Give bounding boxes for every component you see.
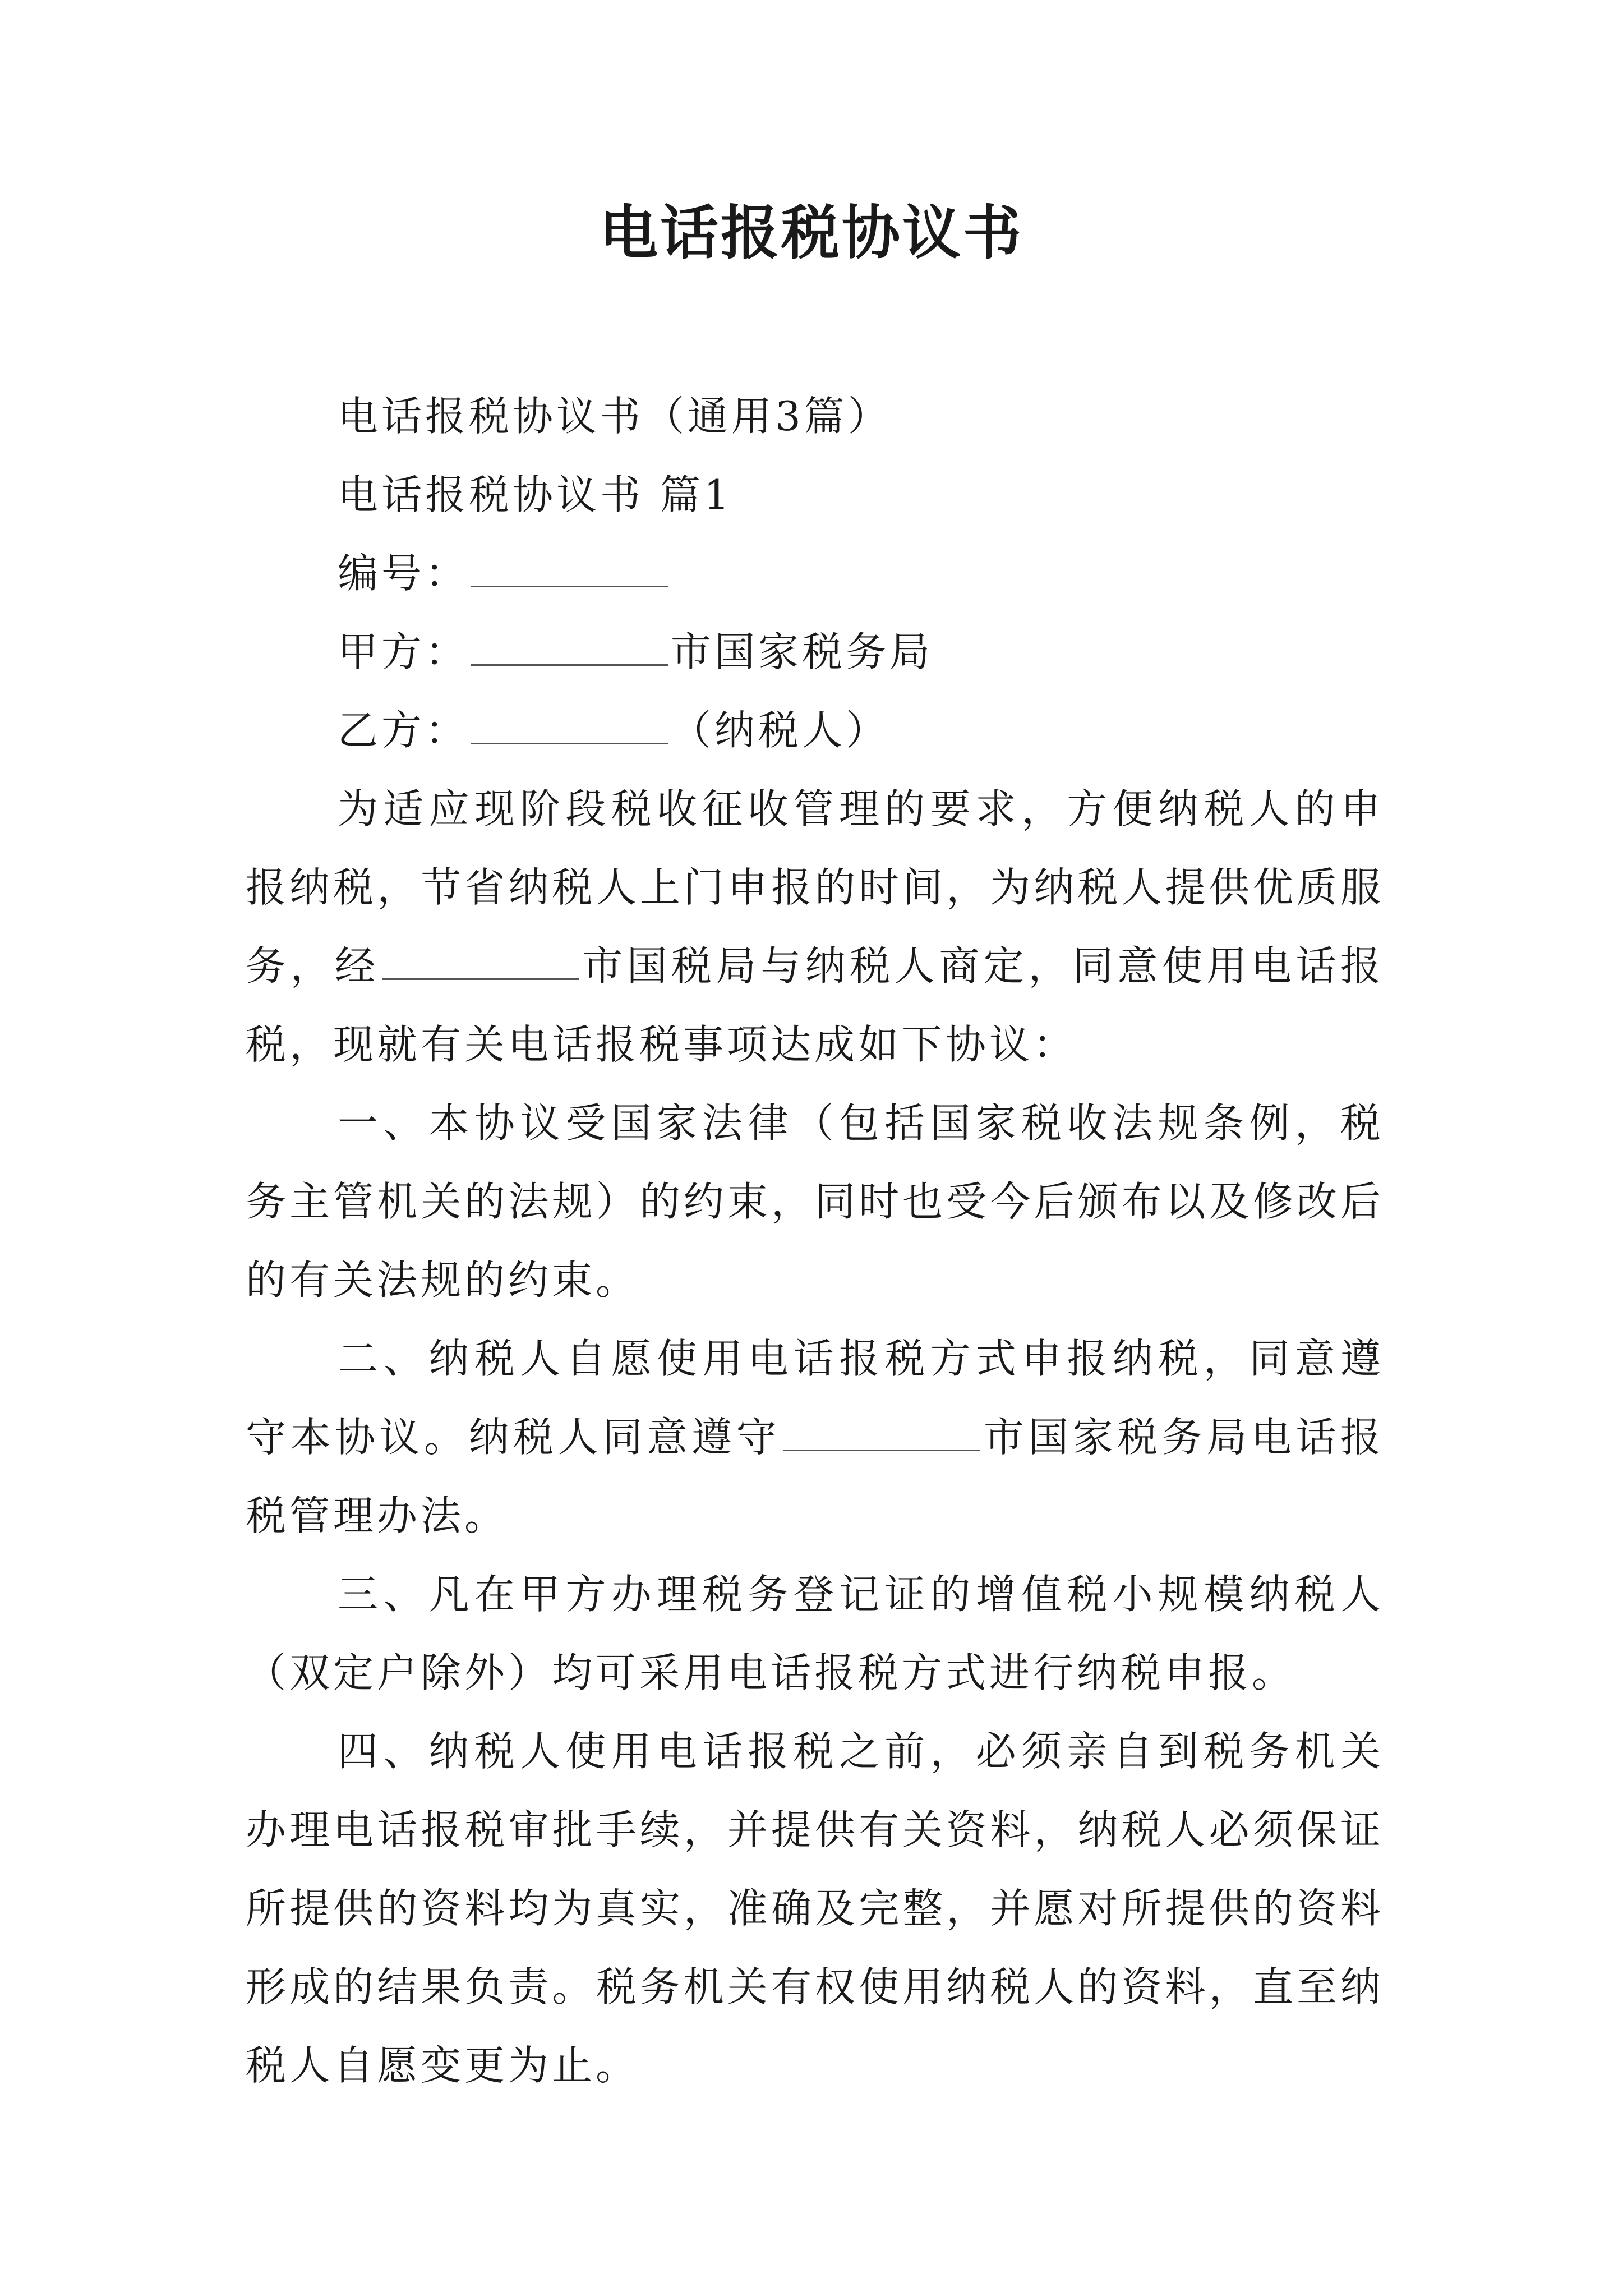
document-title: 电话报税协议书 xyxy=(599,198,1023,267)
clause-2-blank xyxy=(783,1416,980,1451)
party-b-blank xyxy=(471,709,668,744)
clause-2 xyxy=(246,1319,1384,1555)
clause-2-after: 市国家税务局电话报税管理办法。 xyxy=(246,1414,1384,1539)
intro-before: 为适应现阶段税收征收管理的要求，方便纳税人的申报纳税，节省纳税人上门申报的时间，为纳税人提供优质服务，经 xyxy=(246,785,1384,990)
party-b-line xyxy=(246,691,1384,770)
intro-blank xyxy=(382,945,579,980)
party-a-label: 甲方： xyxy=(338,628,469,675)
clause-1: 一、本协议受国家法律（包括国家税收法规条例，税务主管机关的法规）的约束，同时也受今后颁布以及修改后的有关法规的约束。 xyxy=(246,1099,1384,1304)
number-label: 编号： xyxy=(338,550,469,597)
number-line xyxy=(246,534,1384,613)
document-body xyxy=(246,377,1384,2105)
document-subtitle: 电话报税协议书（通用3篇） xyxy=(338,393,892,440)
section-heading: 电话报税协议书 篇1 xyxy=(338,471,733,518)
party-a-suffix: 市国家税务局 xyxy=(671,628,934,675)
party-b-suffix: （纳税人） xyxy=(671,707,890,754)
party-a-line xyxy=(246,613,1384,691)
clause-3: 三、凡在甲方办理税务登记证的增值税小规模纳税人（双定户除外）均可采用电话报税方式进行纳税申报。 xyxy=(246,1571,1384,1696)
party-b-label: 乙方： xyxy=(338,707,469,754)
clause-2-before: 二、纳税人自愿使用电话报税方式申报纳税，同意遵守本协议。纳税人同意遵守 xyxy=(246,1335,1384,1461)
intro-paragraph xyxy=(246,770,1384,1084)
party-a-blank xyxy=(471,631,668,666)
number-blank xyxy=(471,552,668,587)
clause-4: 四、纳税人使用电话报税之前，必须亲自到税务机关办理电话报税审批手续，并提供有关资料，纳税人必须保证所提供的资料均为真实，准确及完整，并愿对所提供的资料形成的结果负责。税务机关有权使用纳税人的资料，直至纳税人自愿变更为止。 xyxy=(246,1728,1384,2089)
intro-after: 市国税局与纳税人商定，同意使用电话报税，现就有关电话报税事项达成如下协议： xyxy=(246,942,1384,1068)
